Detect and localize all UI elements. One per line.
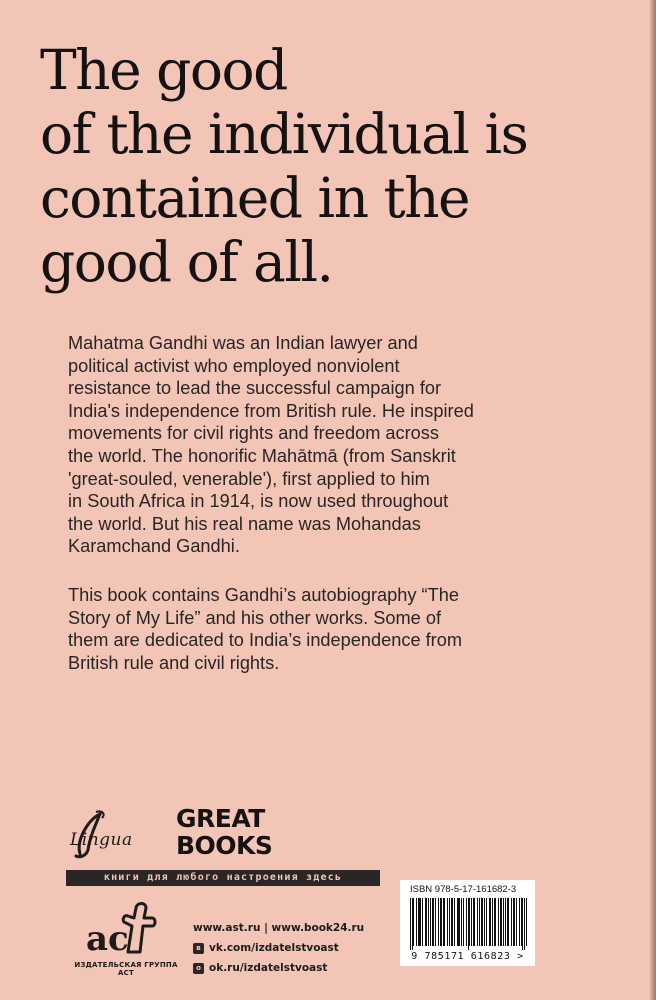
websites-row: [193, 918, 364, 938]
vk-row: [193, 938, 364, 958]
barcode-bar: [458, 898, 459, 946]
barcode-bar: [503, 898, 504, 946]
barcode-bar: [526, 898, 527, 946]
barcode-bar: [435, 898, 436, 946]
series-line: GREAT: [176, 804, 265, 833]
vk-icon: в: [193, 943, 204, 954]
barcode-bar: [477, 898, 478, 946]
text-line: Karamchand Gandhi.: [68, 536, 240, 557]
barcode-bar: [484, 898, 485, 946]
barcode-bar: [508, 898, 509, 946]
barcode-bar: [498, 898, 499, 946]
text-line: This book contains Gandhi’s autobiography “The: [68, 585, 459, 605]
barcode-bar: [479, 898, 480, 946]
barcode-bar: [430, 898, 431, 946]
text-line: political activist who employed nonviolent: [68, 355, 400, 376]
spine-edge: [650, 0, 656, 1000]
barcode-bar: [495, 898, 496, 946]
barcode-bar: [418, 898, 419, 946]
text-line: resistance to lead the successful campaign for: [68, 378, 442, 399]
ast-publisher-label: ИЗДАТЕЛЬСКАЯ ГРУППА АСТ: [74, 961, 178, 977]
barcode-bar: [468, 898, 469, 950]
barcode-bar: [449, 898, 450, 946]
text-line: 'great-souled, venerable'), first applied to him: [68, 468, 430, 489]
description-paragraph-2: [68, 584, 538, 674]
barcode-bar: [416, 898, 417, 946]
text-line: the world. The honorific Mahātmā (from Sanskrit: [68, 445, 456, 466]
barcode-bar: [521, 898, 522, 946]
barcode-bar: [441, 898, 442, 946]
description-paragraph-1: [68, 332, 538, 558]
barcode-bar: [519, 898, 520, 946]
barcode-number: 9 785171 616823 >: [411, 951, 524, 962]
text-line: them are dedicated to India’s independence from: [68, 630, 462, 651]
quote-line: The good: [40, 38, 287, 102]
barcode-bar: [511, 898, 512, 946]
barcode-bar: [474, 898, 475, 946]
quote-line: of the individual is: [40, 102, 528, 166]
barcode-bar: [507, 898, 508, 946]
barcode-bar: [486, 898, 487, 946]
barcode-bar: [451, 898, 452, 946]
ok-row: [193, 958, 364, 978]
barcode-bar: [492, 898, 493, 946]
quote-heading: [40, 38, 620, 294]
barcode-bar: [432, 898, 433, 946]
barcode-bar: [454, 898, 455, 946]
barcode-bar: [466, 898, 467, 946]
ast-logo-icon: [84, 900, 164, 956]
barcode-bar: [425, 898, 426, 946]
isbn-text: ISBN 978-5-17-161682-3: [410, 884, 517, 895]
series-line: BOOKS: [176, 831, 273, 860]
barcode-bar: [513, 898, 514, 946]
ok-link[interactable]: ok.ru/izdatelstvoast: [209, 962, 328, 974]
barcode-bar: [524, 898, 525, 950]
ok-icon: о: [193, 963, 204, 974]
barcode-bar: [438, 898, 439, 946]
barcode-bar: [447, 898, 448, 946]
barcode-box: [400, 880, 535, 966]
barcode-bar: [452, 898, 453, 946]
publisher-links: [193, 918, 364, 978]
barcode-bar: [471, 898, 472, 946]
barcode-bar: [428, 898, 429, 946]
barcode-bar: [501, 898, 502, 946]
barcode-bar: [505, 898, 506, 946]
barcode-bar: [463, 898, 464, 946]
barcode-bar: [419, 898, 420, 946]
barcode-bar: [440, 898, 441, 946]
barcode-bar: [426, 898, 427, 946]
ast-logo-text: ac: [86, 919, 129, 956]
quote-line: good of all.: [40, 230, 333, 294]
barcode-bar: [494, 898, 495, 946]
barcode-bar: [420, 898, 421, 946]
barcode-bar: [514, 898, 515, 946]
barcode-bar: [482, 898, 483, 946]
barcode-bar: [422, 898, 423, 946]
great-books-logo: [176, 805, 272, 859]
barcode-bar: [500, 898, 501, 946]
barcode-bar: [412, 898, 413, 950]
text-line: the world. But his real name was Mohandas: [68, 513, 421, 534]
barcode-bar: [410, 898, 411, 950]
barcode-bar: [489, 898, 490, 946]
barcode-bar: [481, 898, 482, 946]
text-line: India's independence from British rule. He inspired: [68, 400, 474, 421]
quote-line: contained in the: [40, 166, 470, 230]
tagline-banner: книги для любого настроения здесь: [66, 870, 380, 886]
barcode-bar: [457, 898, 458, 946]
barcode-bar: [522, 898, 523, 950]
barcode-bar: [444, 898, 445, 946]
text-line: in South Africa in 1914, is now used throughout: [68, 491, 449, 512]
barcode-bar: [459, 898, 460, 946]
barcode-bar: [516, 898, 517, 946]
barcode-bar: [443, 898, 444, 946]
text-line: British rule and civil rights.: [68, 652, 280, 673]
barcode-bar: [433, 898, 434, 946]
lingua-logo-text: Lingua: [70, 830, 133, 850]
barcode-bar: [461, 898, 462, 946]
barcode-icon: [408, 898, 527, 950]
barcode-bar: [469, 898, 470, 946]
text-line: Story of My Life” and his other works. Some of: [68, 607, 441, 628]
barcode-bar: [490, 898, 491, 946]
vk-link[interactable]: vk.com/izdatelstvoast: [209, 942, 339, 954]
barcode-bar: [413, 898, 414, 946]
text-line: movements for civil rights and freedom across: [68, 423, 439, 444]
text-line: Mahatma Gandhi was an Indian lawyer and: [68, 333, 418, 353]
barcode-bar: [473, 898, 474, 946]
websites-link[interactable]: www.ast.ru | www.book24.ru: [193, 922, 365, 934]
